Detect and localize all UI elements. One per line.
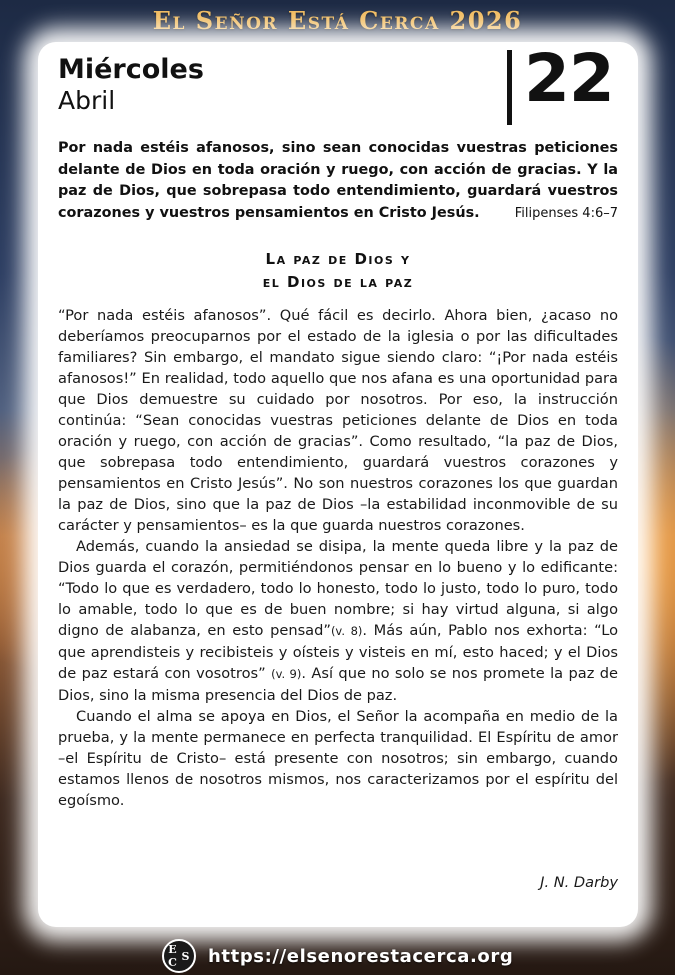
- date-divider: [507, 50, 512, 125]
- article-body: [58, 305, 618, 811]
- verse-ref-v8: (v. 8): [330, 624, 363, 638]
- logo-letter-c: C: [168, 956, 177, 969]
- month: Abril: [58, 86, 116, 115]
- article-title-line-1: La paz de Dios y: [265, 250, 411, 268]
- website-link[interactable]: https://elsenorestacerca.org: [208, 945, 514, 967]
- paragraph-1: “Por nada estéis afanosos”. Qué fácil es decirlo. Ahora bien, ¿acaso no deberíamos preocuparnos por el estado de la iglesia o por las dificultades familiares? Sin embargo, el mandato sigue siendo claro: “¡Por nada estéis afanosos!” En realidad, todo aquello que nos afana es una oportunidad para que Dios demuestre su cuidado por nosotros. Por eso, la instrucción continúa: “Sean conocidas vuestras peticiones delante de Dios en toda oración y ruego, con acción de gracias”. Como resultado, “la paz de Dios, que sobrepasa todo entendimiento, guardará vuestros corazones y pensamientos en Cristo Jesús”. No son nuestros corazones los que guardan la paz de Dios, sino que la paz de Dios –la estabilidad inconmovible de su carácter y pensamientos– es la que guarda nuestros corazones.: [58, 307, 618, 534]
- day-number: 22: [524, 40, 614, 117]
- paragraph-2-part-b: . Más aún, Pablo nos exhorta: “Lo que aprendisteis y recibisteis y oísteis y visteis en mí, esto haced; y el Dios de paz estará con vosotros”: [58, 622, 618, 682]
- key-verse: [58, 138, 618, 224]
- paragraph-2-part-a: Además, cuando la ansiedad se disipa, la mente queda libre y la paz de Dios guarda el corazón, permitiéndonos pensar en lo bueno y lo edificante: “Todo lo que es verdadero, todo lo honesto, todo lo justo, todo lo puro, todo lo amable, todo lo que es de buen nombre; si hay virtud alguna, si algo digno de alabanza, en esto pensad”: [58, 538, 618, 639]
- publication-title: El Señor Está Cerca 2026: [152, 6, 523, 35]
- paragraph-3: Cuando el alma se apoya en Dios, el Señor la acompaña en medio de la prueba, y la mente permanece en perfecta tranquilidad. El Espíritu de amor –el Espíritu de Cristo– está presente con nosotros; sin embargo, cuando estamos llenos de nosotros mismos, nos caracterizamos por el espíritu del egoísmo.: [58, 708, 618, 809]
- verse-text: Por nada estéis afanosos, sino sean conocidas vuestras peticiones delante de Dios en toda oración y ruego, con acción de gracias. Y la paz de Dios, que sobrepasa todo entendimiento, guardará vuestros corazones y vuestros pensamientos en Cristo Jesús.: [58, 140, 618, 221]
- author-signature: J. N. Darby: [540, 874, 618, 891]
- logo-letter-s: S: [181, 949, 190, 963]
- logo-letter-e: E: [168, 943, 177, 956]
- verse-ref-v9: (v. 9): [271, 667, 302, 681]
- esc-logo-icon: [162, 939, 196, 973]
- footer: [162, 938, 513, 974]
- article-title: [58, 248, 618, 294]
- verse-reference: Filipenses 4:6–7: [514, 205, 618, 221]
- weekday: Miércoles: [58, 54, 204, 85]
- article-title-line-2: el Dios de la paz: [262, 273, 414, 291]
- paragraph-2-part-c: . Así que no solo se nos promete la paz de Dios, sino la misma presencia del Dios de paz.: [58, 665, 619, 704]
- paragraph-2: [58, 536, 618, 706]
